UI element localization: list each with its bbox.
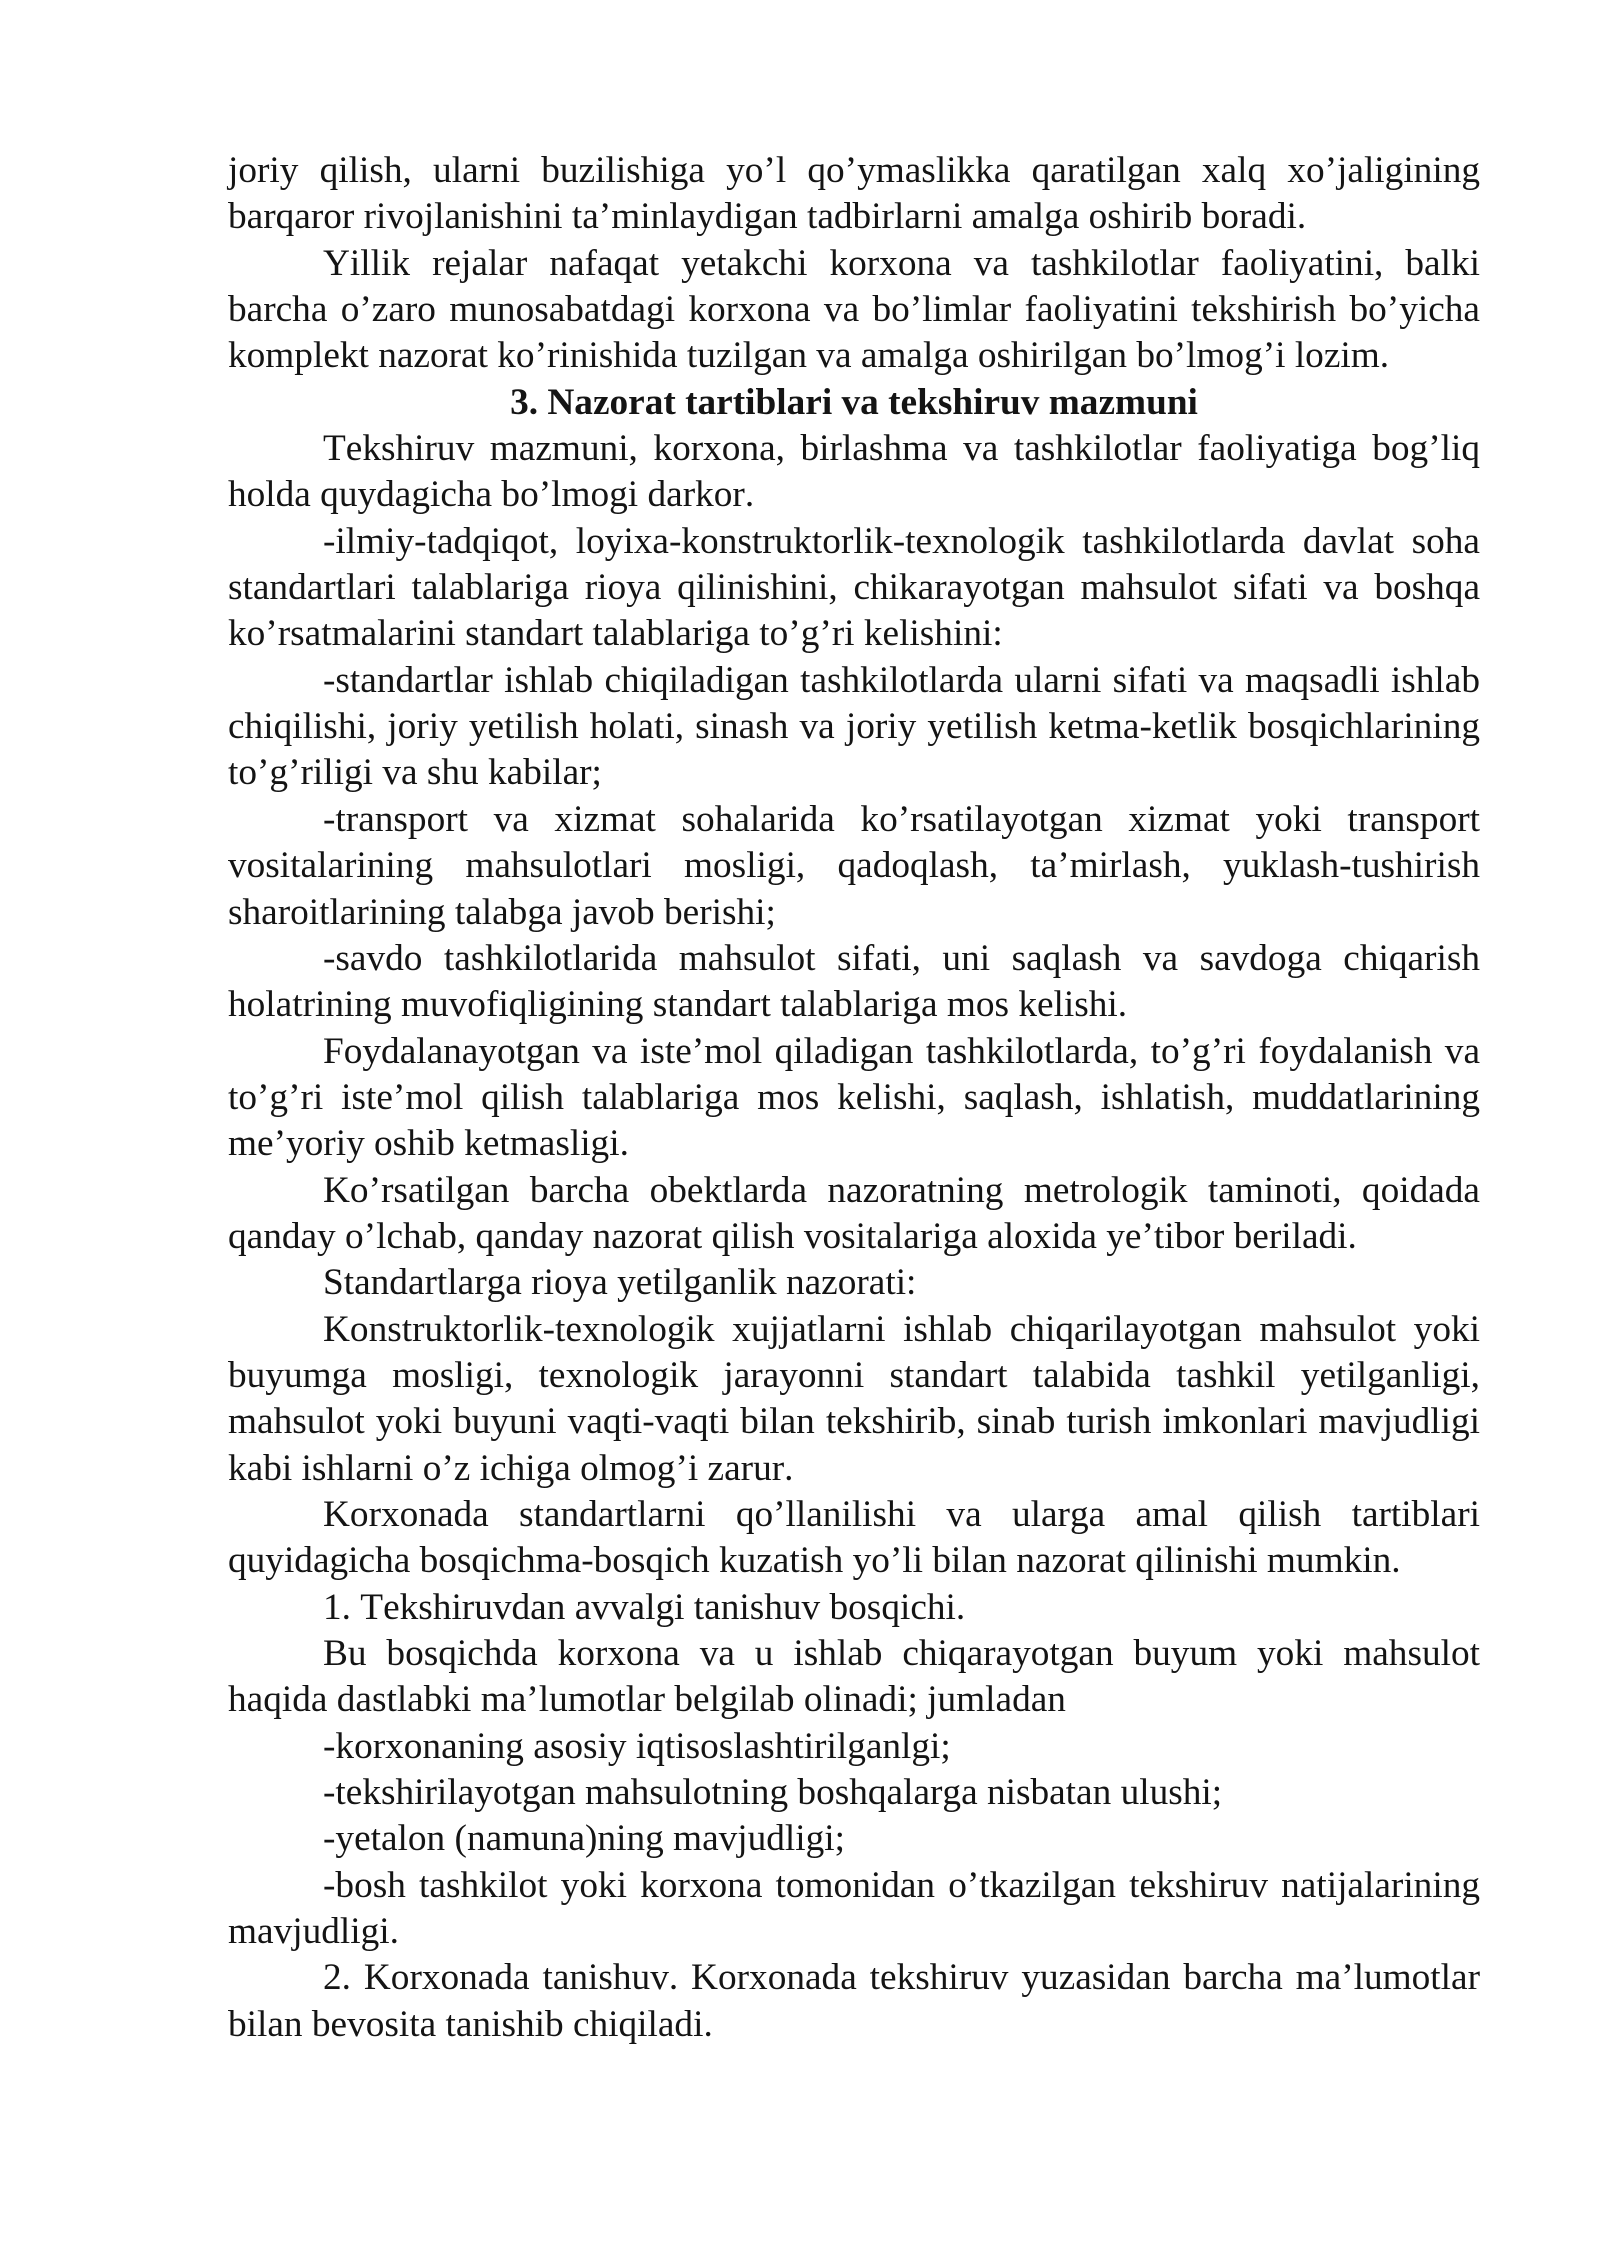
paragraph-consumer-organizations	[228, 1029, 1480, 1168]
text-line: barqaror rivojlanishini ta’minlaydigan tadbirlarni amalga oshirib boradi.	[228, 196, 1307, 238]
text-line: -bosh tashkilot yoki korxona tomonidan o’tkazilgan tekshiruv natijalarining	[323, 1864, 1480, 1906]
text-line: holda quydagicha bo’lmogi darkor.	[228, 474, 755, 516]
text-line: -yetalon (namuna)ning mavjudligi;	[323, 1818, 846, 1860]
paragraph-compliance-control	[228, 1307, 1480, 1492]
text-line: Foydalanayotgan va iste’mol qiladigan tashkilotlarda, to’g’ri foydalanish va	[323, 1030, 1480, 1072]
text-line: kabi ishlarni o’z ichiga olmog’i zarur.	[228, 1447, 794, 1489]
text-line: -savdo tashkilotlarida mahsulot sifati, uni saqlash va savdoga chiqarish	[323, 937, 1480, 979]
text-line: holatrining muvofiqligining standart talablariga mos kelishi.	[228, 984, 1128, 1026]
paragraph-yearly-plans	[228, 241, 1480, 380]
list-item-trade-organizations	[228, 936, 1480, 1029]
text-line: ko’rsatmalarini standart talablariga to’g’ri kelishini:	[228, 613, 1003, 655]
text-line: joriy qilish, ularni buzilishiga yo’l qo’ymaslikka qaratilgan xalq xo’jaligining	[228, 150, 1480, 191]
text-line: bilan bevosita tanishib chiqiladi.	[228, 2003, 713, 2045]
text-line: haqida dastlabki ma’lumotlar belgilab olinadi; jumladan	[228, 1679, 1066, 1721]
text-line: Ko’rsatilgan barcha obektlarda nazoratning metrologik taminoti, qoidada	[323, 1169, 1480, 1211]
list-item-specialization	[228, 1724, 1480, 1770]
paragraph-metrology	[228, 1168, 1480, 1261]
text-line: komplekt nazorat ko’rinishida tuzilgan va amalga oshirilgan bo’lmog’i lozim.	[228, 335, 1390, 377]
text-line: buyumga mosligi, texnologik jarayonni standart talabida tashkil yetilganligi,	[228, 1354, 1480, 1396]
text-line: Korxonada standartlarni qo’llanilishi va ularga amal qilish tartiblari	[323, 1493, 1480, 1535]
text-line: qanday o’lchab, qanday nazorat qilish vositalariga aloxida ye’tibor beriladi.	[228, 1215, 1357, 1257]
list-item-previous-inspections	[228, 1863, 1480, 1956]
text-line: 1. Tekshiruvdan avvalgi tanishuv bosqichi.	[323, 1586, 966, 1628]
list-item-transport-services	[228, 797, 1480, 936]
list-item-product-share	[228, 1770, 1480, 1816]
text-line: -standartlar ishlab chiqiladigan tashkilotlarda ularni sifati va maqsadli ishlab	[323, 659, 1480, 701]
list-item-standards-developers	[228, 658, 1480, 797]
text-line: quyidagicha bosqichma-bosqich kuzatish yo’li bilan nazorat qilinishi mumkin.	[228, 1540, 1401, 1582]
list-item-research-organizations	[228, 519, 1480, 658]
text-line: chiqilishi, joriy yetilish holati, sinash va joriy yetilish ketma-ketlik bosqichlarining	[228, 706, 1480, 748]
text-line: mahsulot yoki buyuni vaqti-vaqti bilan tekshirib, sinab turish imkonlari mavjudligi	[228, 1401, 1480, 1443]
text-line: to’g’riligi va shu kabilar;	[228, 752, 602, 794]
paragraph-inspection-content	[228, 426, 1480, 519]
stage-1-title	[228, 1585, 1480, 1631]
text-line: Bu bosqichda korxona va u ishlab chiqarayotgan buyum yoki mahsulot	[323, 1633, 1480, 1674]
text-line: to’g’ri iste’mol qilish talablariga mos kelishi, saqlash, ishlatish, muddatlarining	[228, 1076, 1480, 1118]
text-line: vositalarining mahsulotlari mosligi, qadoqlash, ta’mirlash, yuklash-tushirish	[228, 845, 1480, 887]
text-line: -transport va xizmat sohalarida ko’rsatilayotgan xizmat yoki transport	[323, 798, 1480, 840]
paragraph-stage-1	[228, 1631, 1480, 1724]
text-line: -tekshirilayotgan mahsulotning boshqalarga nisbatan ulushi;	[323, 1772, 1223, 1814]
paragraph-continuation	[228, 148, 1480, 241]
text-line: 2. Korxonada tanishuv. Korxonada tekshiruv yuzasidan barcha ma’lumotlar	[323, 1957, 1480, 1999]
paragraph-compliance-title	[228, 1260, 1480, 1306]
text-line: barcha o’zaro munosabatdagi korxona va bo’limlar faoliyatini tekshirish bo’yicha	[228, 289, 1480, 331]
text-line: sharoitlarining talabga javob berishi;	[228, 891, 776, 933]
text-line: Yillik rejalar nafaqat yetakchi korxona va tashkilotlar faoliyatini, balki	[323, 242, 1480, 284]
text-line: standartlari talablariga rioya qilinishini, chikarayotgan mahsulot sifati va boshqa	[228, 567, 1480, 609]
text-line: Konstruktorlik-texnologik xujjatlarni ishlab chiqarilayotgan mahsulot yoki	[323, 1308, 1480, 1350]
document-page	[228, 148, 1480, 2048]
section-heading: 3. Nazorat tartiblari va tekshiruv mazmuni	[510, 381, 1198, 423]
paragraph-stage-control	[228, 1492, 1480, 1585]
text-line: me’yoriy oshib ketmasligi.	[228, 1123, 629, 1165]
paragraph-stage-2	[228, 1955, 1480, 2048]
text-line: -korxonaning asosiy iqtisoslashtirilganlgi;	[323, 1725, 951, 1767]
text-line: -ilmiy-tadqiqot, loyixa-konstruktorlik-texnologik tashkilotlarda davlat soha	[323, 520, 1480, 562]
text-line: Standartlarga rioya yetilganlik nazorati:	[323, 1262, 917, 1304]
list-item-reference-sample	[228, 1816, 1480, 1862]
text-line: mavjudligi.	[228, 1911, 399, 1953]
text-line: Tekshiruv mazmuni, korxona, birlashma va tashkilotlar faoliyatiga bog’liq	[323, 428, 1480, 470]
